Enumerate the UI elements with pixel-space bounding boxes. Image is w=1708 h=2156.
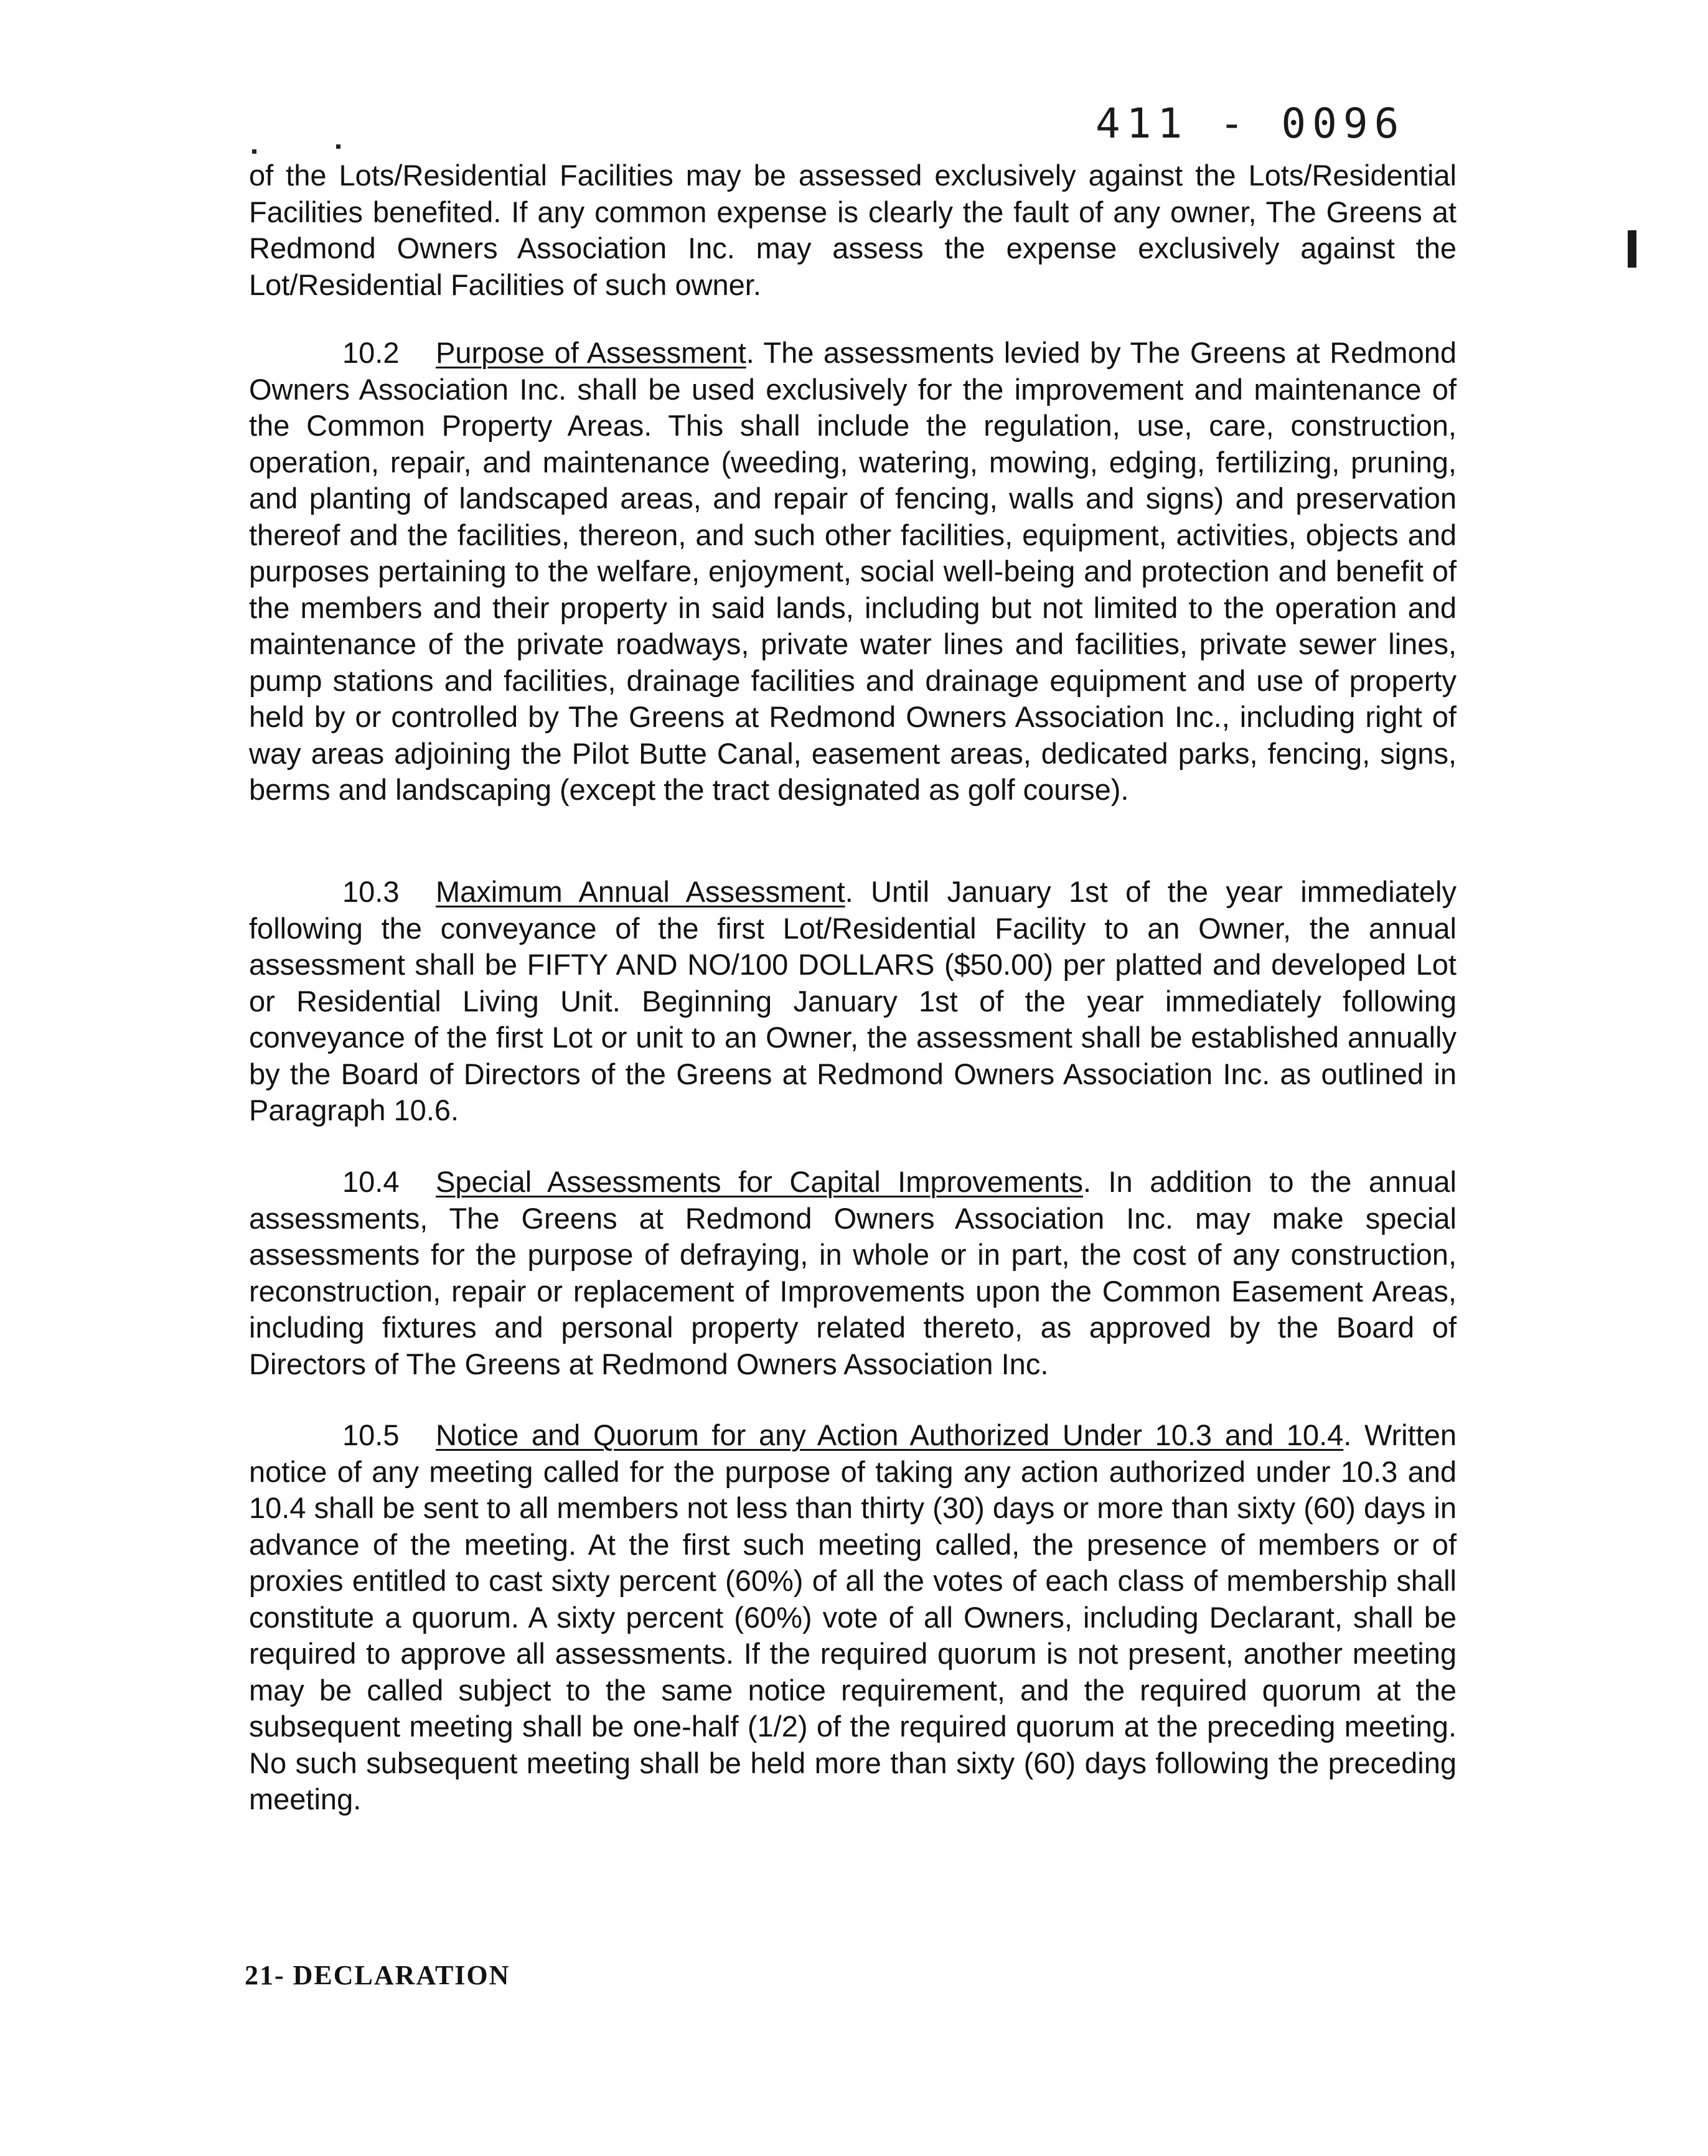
section-number: 10.4 <box>342 1165 400 1198</box>
margin-mark <box>1628 230 1636 268</box>
section-10-4 <box>249 1164 1457 1382</box>
footer-label: 21- DECLARATION <box>245 1960 510 1990</box>
section-number: 10.3 <box>342 875 400 908</box>
section-title: Notice and Quorum for any Action Authorized Under 10.3 and 10.4 <box>436 1418 1344 1451</box>
section-body: . Written notice of any meeting called for the purpose of taking any action authorized under 10.3 and 10.4 shall be sent to all members not less than thirty (30) days or more than sixty (60) days in advance of the meeting. At the first such meeting called, the presence of members or of proxies entitled to cast sixty percent (60%) of all the votes of each class of membership shall constitute a quorum. A sixty percent (60%) vote of all Owners, including Declarant, shall be required to approve all assessments. If the required quorum is not present, another meeting may be called subject to the same notice requirement, and the required quorum at the subsequent meeting shall be one-half (1/2) of the required quorum at the preceding meeting. No such subsequent meeting shall be held more than sixty (60) days following the preceding meeting. <box>249 1418 1457 1816</box>
section-number: 10.5 <box>342 1418 400 1451</box>
section-title: Special Assessments for Capital Improvements <box>436 1165 1083 1198</box>
section-body: . Until January 1st of the year immediately following the conveyance of the first Lot/Residential Facility to an Owner, the annual assessment shall be FIFTY AND NO/100 DOLLARS ($50.00) per platted and developed Lot or Residential Living Unit. Beginning January 1st of the year immediately following conveyance of the first Lot or unit to an Owner, the assessment shall be established annually by the Board of Directors of the Greens at Redmond Owners Association Inc. as outlined in Paragraph 10.6. <box>249 875 1457 1127</box>
section-title: Maximum Annual Assessment <box>436 875 845 908</box>
paragraph-body: of the Lots/Residential Facilities may be assessed exclusively against the Lots/Residential Facilities benefited. If any common expense is clearly the fault of any owner, The Greens at Redmond Owners Association Inc. may assess the expense exclusively against the Lot/Residential Facilities of such owner. <box>249 159 1457 301</box>
section-10-2 <box>249 335 1457 809</box>
section-body: . The assessments levied by The Greens at Redmond Owners Association Inc. shall be used exclusively for the improvement and maintenance of the Common Property Areas. This shall include the regulation, use, care, construction, operation, repair, and maintenance (weeding, watering, mowing, edging, fertilizing, pruning, and planting of landscaped areas, and repair of fencing, walls and signs) and preservation thereof and the facilities, thereon, and such other facilities, equipment, activities, objects and purposes pertaining to the welfare, enjoyment, social well-being and protection and benefit of the members and their property in said lands, including but not limited to the operation and maintenance of the private roadways, private water lines and facilities, private sewer lines, pump stations and facilities, drainage facilities and drainage equipment and use of property held by or controlled by The Greens at Redmond Owners Association Inc., including right of way areas adjoining the Pilot Butte Canal, easement areas, dedicated parks, fencing, signs, berms and landscaping (except the tract designated as golf course). <box>249 336 1457 806</box>
scan-mark <box>252 149 256 154</box>
section-title: Purpose of Assessment <box>436 336 746 369</box>
paragraph-continuation <box>249 157 1457 303</box>
section-number: 10.2 <box>342 336 400 369</box>
section-10-3 <box>249 874 1457 1129</box>
book-page-number: 411 - 0096 <box>1096 100 1405 148</box>
section-10-5 <box>249 1417 1457 1818</box>
section-body: . In addition to the annual assessments, The Greens at Redmond Owners Association Inc. may make special assessments for the purpose of defraying, in whole or in part, the cost of any construction, reconstruction, repair or replacement of Improvements upon the Common Easement Areas, including fixtures and personal property related thereto, as approved by the Board of Directors of The Greens at Redmond Owners Association Inc. <box>249 1165 1457 1380</box>
scan-mark <box>336 144 340 149</box>
